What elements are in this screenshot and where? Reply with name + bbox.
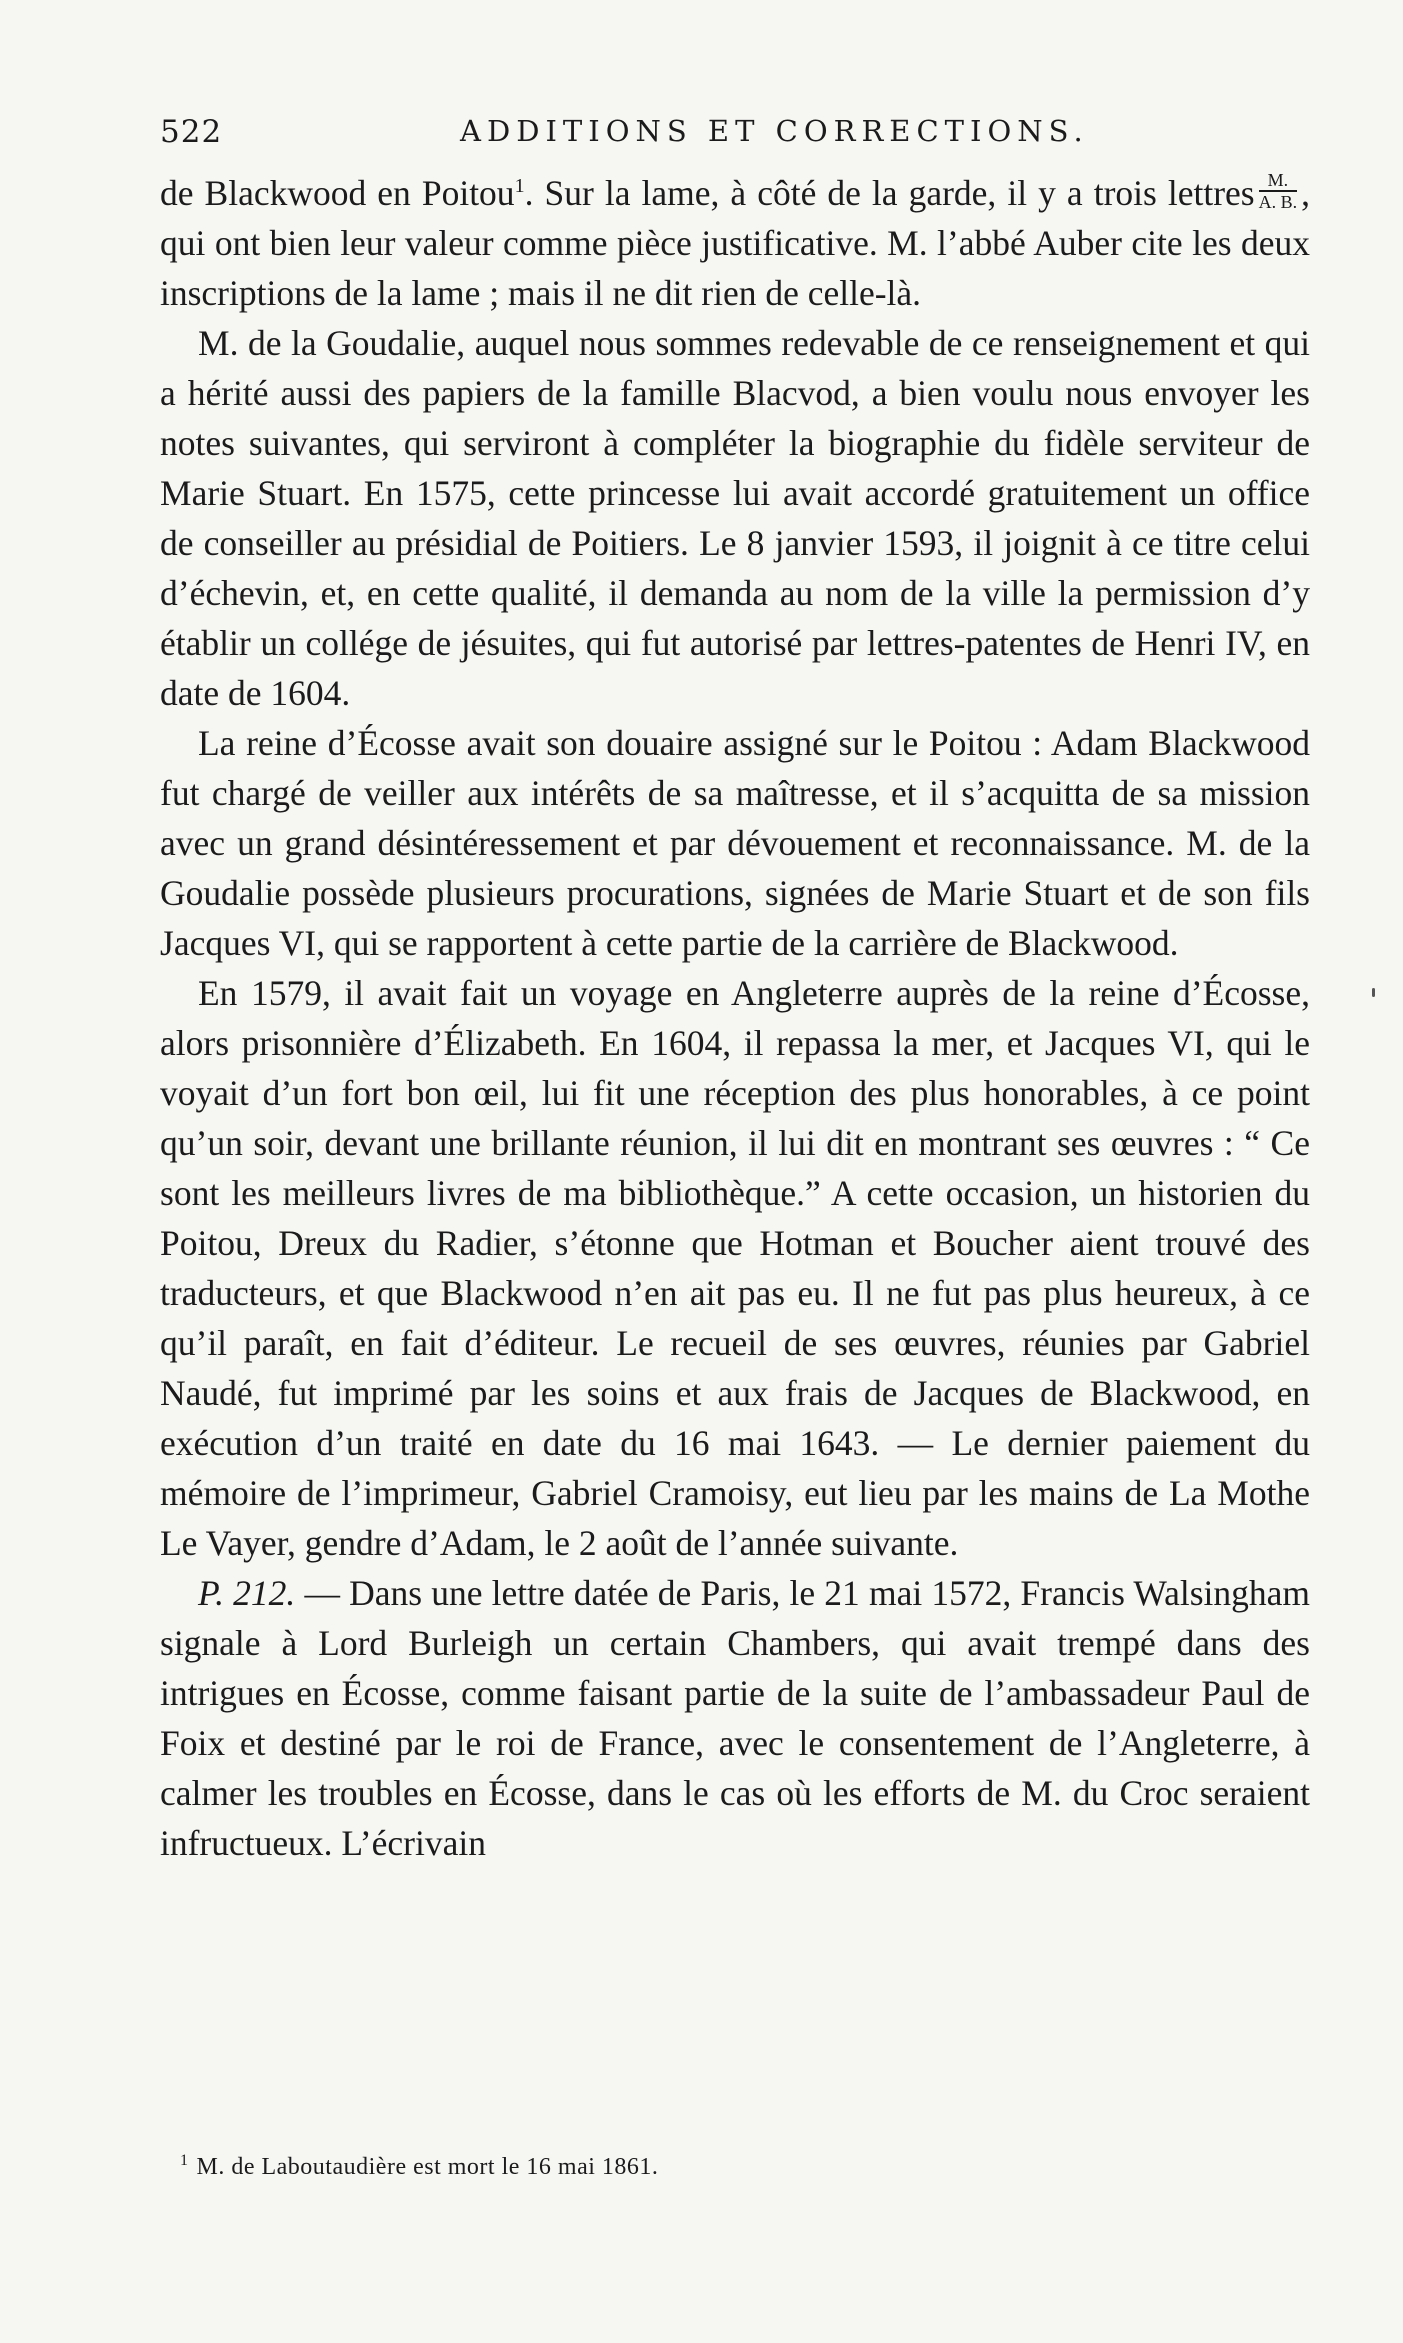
p1-text-middle: . Sur la lame, à côté de la garde, il y a trois lettres: [524, 173, 1255, 213]
running-title: ADDITIONS ET CORRECTIONS.: [460, 114, 1089, 148]
page-reference: P. 212.: [198, 1573, 296, 1613]
p5-text: — Dans une lettre datée de Paris, le 21 mai 1572, Francis Walsingham signale à Lord Burleigh un certain Chambers, qui avait trempé dans des intrigues en Écosse, comme faisant partie de la suite de l’ambassadeur Paul de Foix et destiné par le roi de France, avec le consentement de l’Angleterre, à calmer les troubles en Écosse, dans le cas où les efforts de M. du Croc seraient infructueux. L’écrivain: [160, 1573, 1311, 1863]
footnote: [180, 2152, 1180, 2182]
initials-fraction: [1259, 171, 1298, 211]
body-text: [160, 168, 1310, 1868]
fraction-denominator: A. B.: [1258, 191, 1298, 212]
footnote-reference: 1: [514, 175, 525, 198]
page-header: [160, 114, 1310, 158]
footnote-text: M. de Laboutaudière est mort le 16 mai 1861.: [196, 2154, 659, 2180]
paragraph-2: M. de la Goudalie, auquel nous sommes redevable de ce renseignement et qui a hérité aussi des papiers de la famille Blacvod, a bien voulu nous envoyer les notes suivantes, qui serviront à compléter la biographie du fidèle serviteur de Marie Stuart. En 1575, cette princesse lui avait accordé gratuitement un office de conseiller au présidial de Poitiers. Le 8 janvier 1593, il joignit à ce titre celui d’échevin, et, en cette qualité, il demanda au nom de la ville la permission d’y établir un collége de jésuites, qui fut autorisé par lettres-patentes de Henri IV, en date de 1604.: [160, 323, 1310, 713]
paragraph-4: En 1579, il avait fait un voyage en Angleterre auprès de la reine d’Écosse, alors prisonnière d’Élizabeth. En 1604, il repassa la mer, et Jacques VI, qui le voyait d’un fort bon œil, lui fit une réception des plus honorables, à ce point qu’un soir, devant une brillante réunion, il lui dit en montrant ses œuvres : “ Ce sont les meilleurs livres de ma bibliothèque.” A cette occasion, un historien du Poitou, Dreux du Radier, s’étonne que Hotman et Boucher aient trouvé des traducteurs, et que Blackwood n’en ait pas eu. Il ne fut pas plus heureux, à ce qu’il paraît, en fait d’éditeur. Le recueil de ses œuvres, réunies par Gabriel Naudé, fut imprimé par les soins et aux frais de Jacques de Blackwood, en exécution d’un traité en date du 16 mai 1643. — Le dernier paiement du mémoire de l’imprimeur, Gabriel Cramoisy, eut lieu par les mains de La Mothe Le Vayer, gendre d’Adam, le 2 août de l’année suivante.: [160, 973, 1310, 1563]
paragraph-3: La reine d’Écosse avait son douaire assigné sur le Poitou : Adam Blackwood fut chargé de veiller aux intérêts de sa maîtresse, et il s’acquitta de sa mission avec un grand désintéressement et par dévouement et reconnaissance. M. de la Goudalie possède plusieurs procurations, signées de Marie Stuart et de son fils Jacques VI, qui se rapportent à cette partie de la carrière de Blackwood.: [160, 723, 1310, 963]
footnote-marker: 1: [180, 2152, 189, 2169]
paragraph-5: [160, 1568, 1310, 1868]
fraction-numerator: M.: [1259, 171, 1298, 192]
p1-text-end: , qui ont bien leur valeur comme pièce justificative. M. l’abbé Auber cite les deux inscriptions de la lame ; mais il ne dit rien de celle-là.: [160, 173, 1310, 313]
paragraph-1: [160, 168, 1310, 318]
p1-text-start: de Blackwood en Poitou: [160, 173, 515, 213]
page-number: 522: [160, 114, 223, 150]
print-speck: [1372, 988, 1375, 997]
